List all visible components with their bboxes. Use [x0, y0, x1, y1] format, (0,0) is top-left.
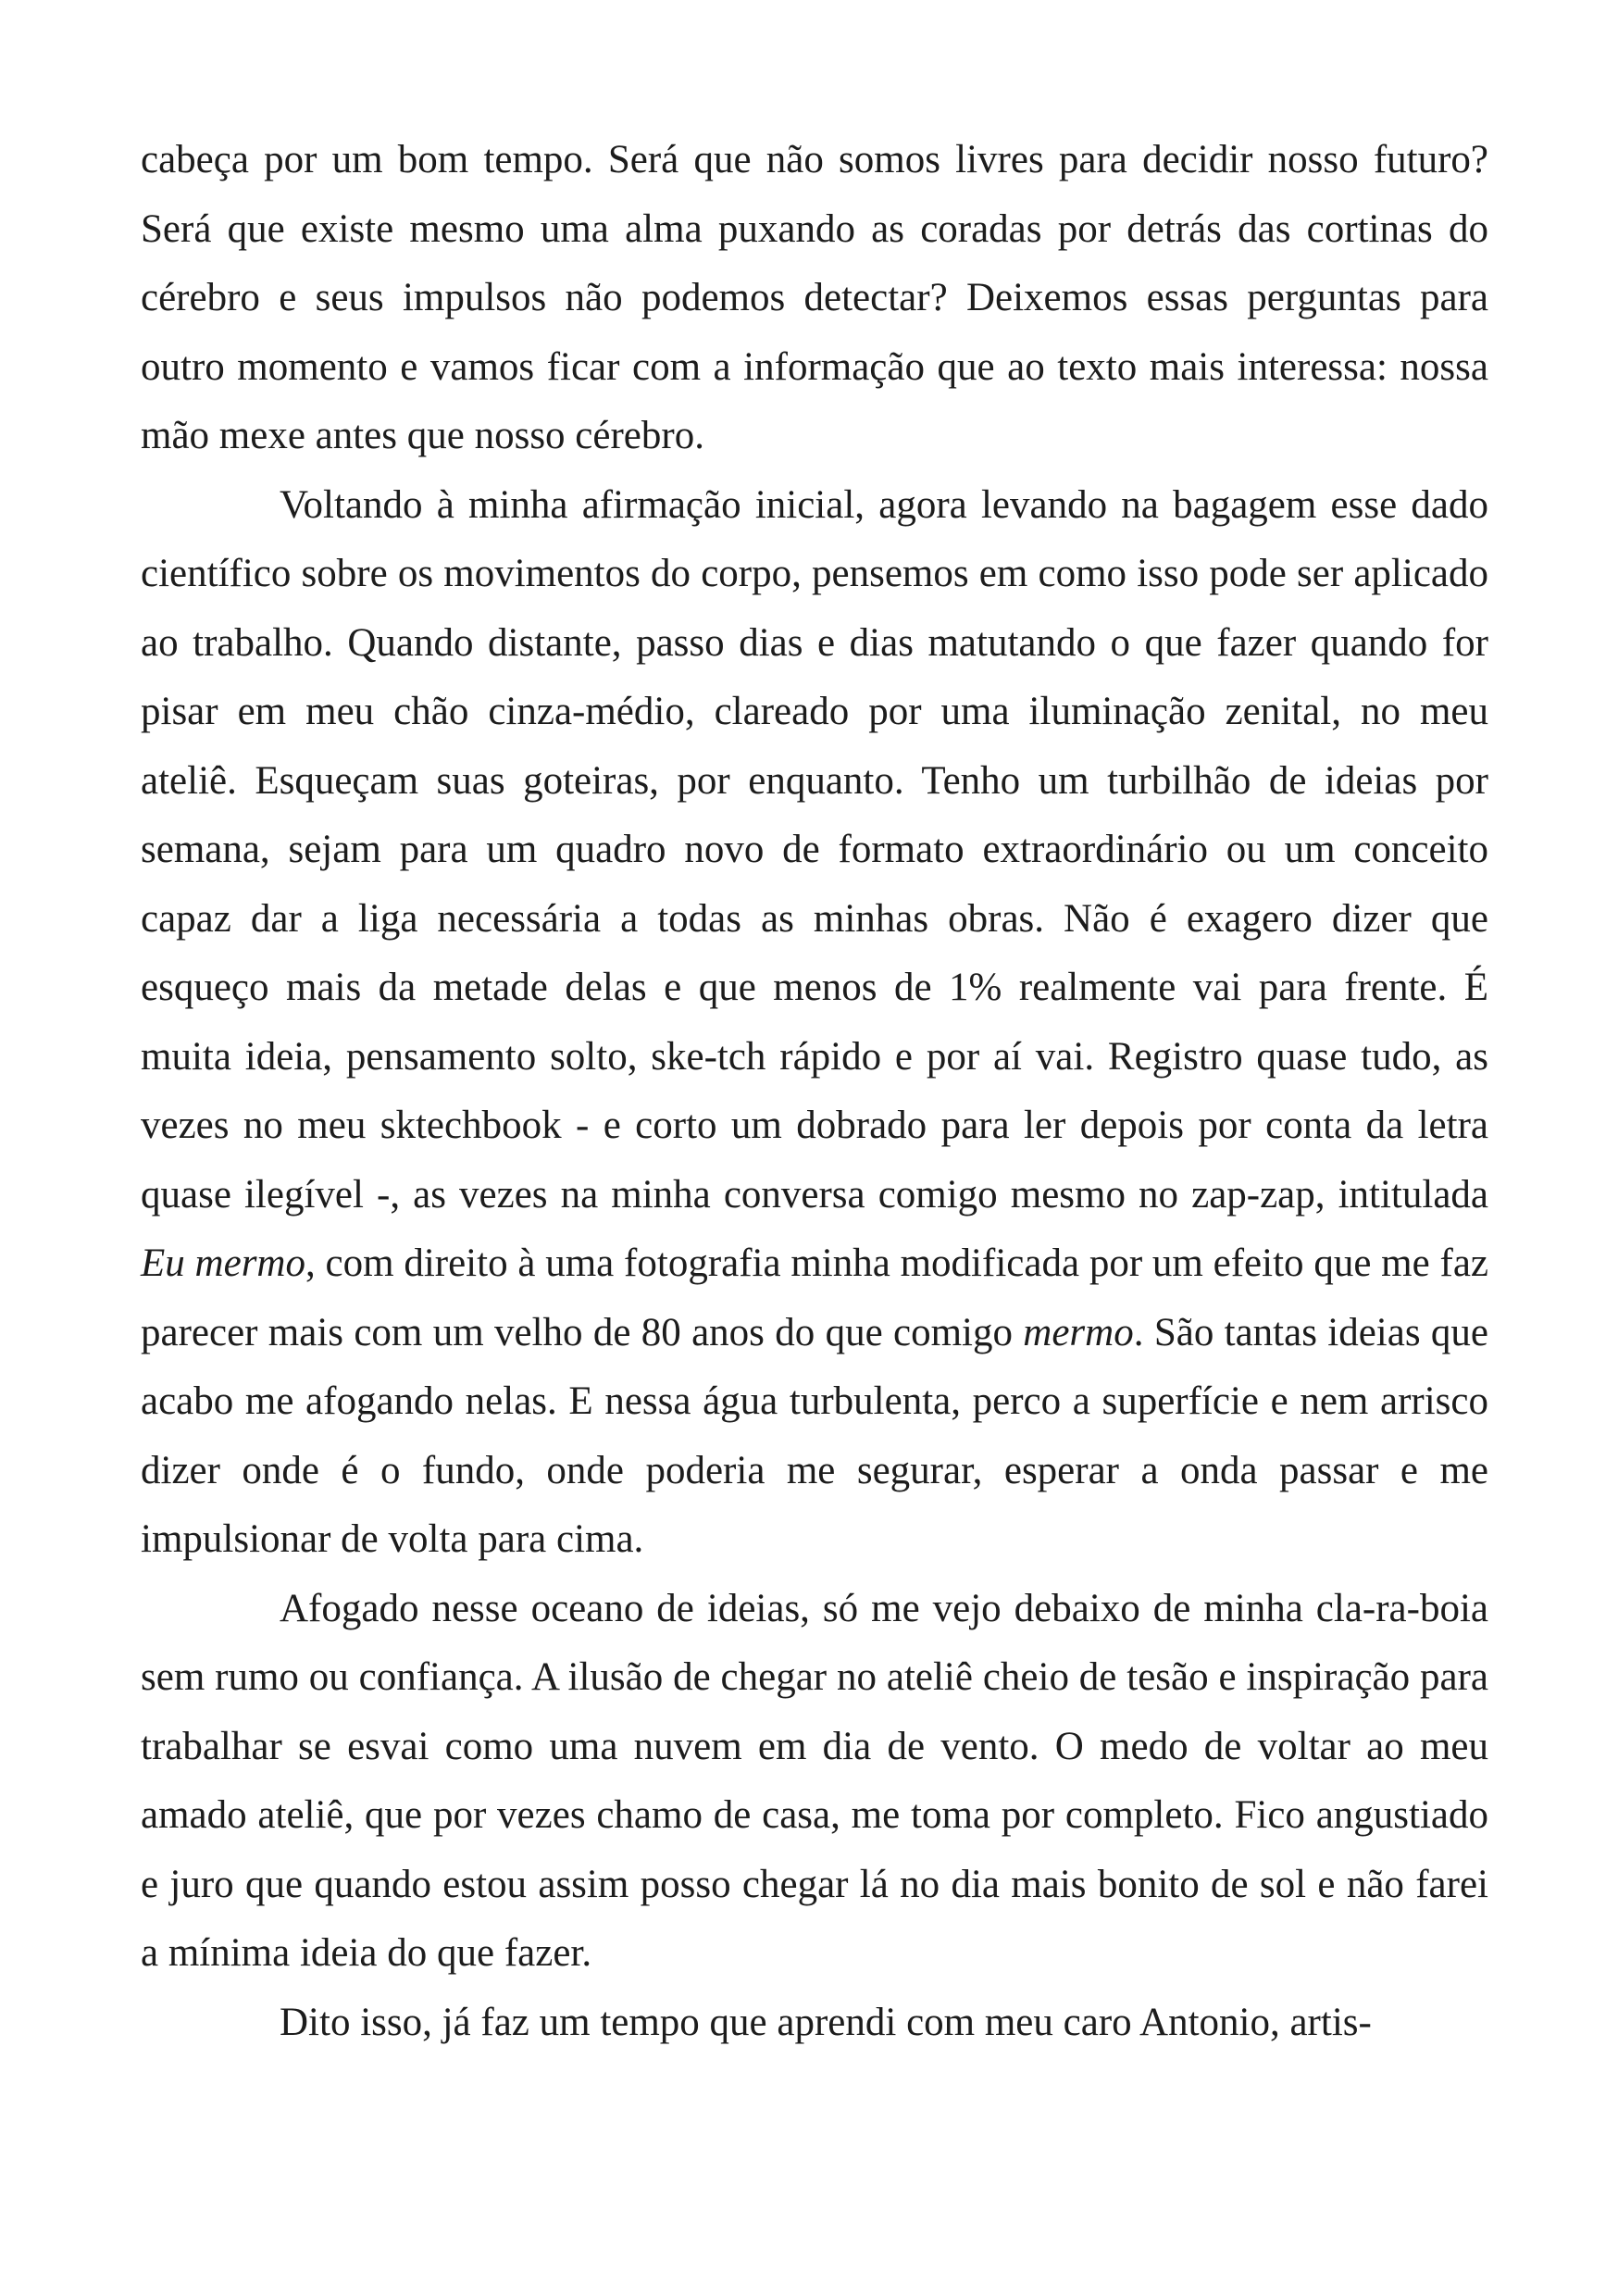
paragraph-2-text-b: , com direito à uma fotografia minha modificada por um efeito que me faz parecer mais com um velho de 80 anos do que comigo	[141, 1242, 1488, 1354]
paragraph-2-text-c: . São tantas ideias que acabo me afogando nelas. E nessa água turbulenta, perco a superfície e nem arrisco dizer onde é o fundo, onde poderia me segurar, esperar a onda passar e me impulsionar de volta para cima.	[141, 1310, 1488, 1561]
paragraph-3	[141, 1575, 1488, 1989]
paragraph-1	[141, 126, 1488, 471]
paragraph-1-text: cabeça por um bom tempo. Será que não somos livres para decidir nosso futuro? Será que existe mesmo uma alma puxando as coradas por detrás das cortinas do cérebro e seus impulsos não podemos detectar? Deixemos essas perguntas para outro momento e vamos ficar com a informação que ao texto mais interessa: nossa mão mexe antes que nosso cérebro.	[141, 138, 1488, 457]
paragraph-4-text: Dito isso, já faz um tempo que aprendi com meu caro Antonio, artis-	[280, 2000, 1372, 2044]
body-text	[141, 126, 1488, 2057]
paragraph-2-text-a: Voltando à minha afirmação inicial, agora levando na bagagem esse dado científico sobre os movimentos do corpo, pensemos em como isso pode ser aplicado ao trabalho. Quando distante, passo dias e dias matutando o que fazer quando for pisar em meu chão cinza-médio, clareado por uma iluminação zenital, no meu ateliê. Esqueçam suas goteiras, por enquanto. Tenho um turbilhão de ideias por semana, sejam para um quadro novo de formato extraordinário ou um conceito capaz dar a liga necessária a todas as minhas obras. Não é exagero dizer que esqueço mais da metade delas e que menos de 1% realmente vai para frente. É muita ideia, pensamento solto, ske-tch rápido e por aí vai. Registro quase tudo, as vezes no meu sktechbook - e corto um dobrado para ler depois por conta da letra quase ilegível -, as vezes na minha conversa comigo mesmo no zap-zap, intitulada	[141, 482, 1488, 1217]
paragraph-4	[141, 1989, 1488, 2058]
paragraph-2	[141, 471, 1488, 1575]
paragraph-3-text: Afogado nesse oceano de ideias, só me vejo debaixo de minha cla-ra-boia sem rumo ou confiança. A ilusão de chegar no ateliê cheio de tesão e inspiração para trabalhar se esvai como uma nuvem em dia de vento. O medo de voltar ao meu amado ateliê, que por vezes chamo de casa, me toma por completo. Fico angustiado e juro que quando estou assim posso chegar lá no dia mais bonito de sol e não farei a mínima ideia do que fazer.	[141, 1586, 1488, 1975]
paragraph-2-italic-eu-mermo: Eu mermo	[141, 1242, 305, 1285]
paragraph-2-italic-mermo: mermo	[1023, 1310, 1134, 1354]
